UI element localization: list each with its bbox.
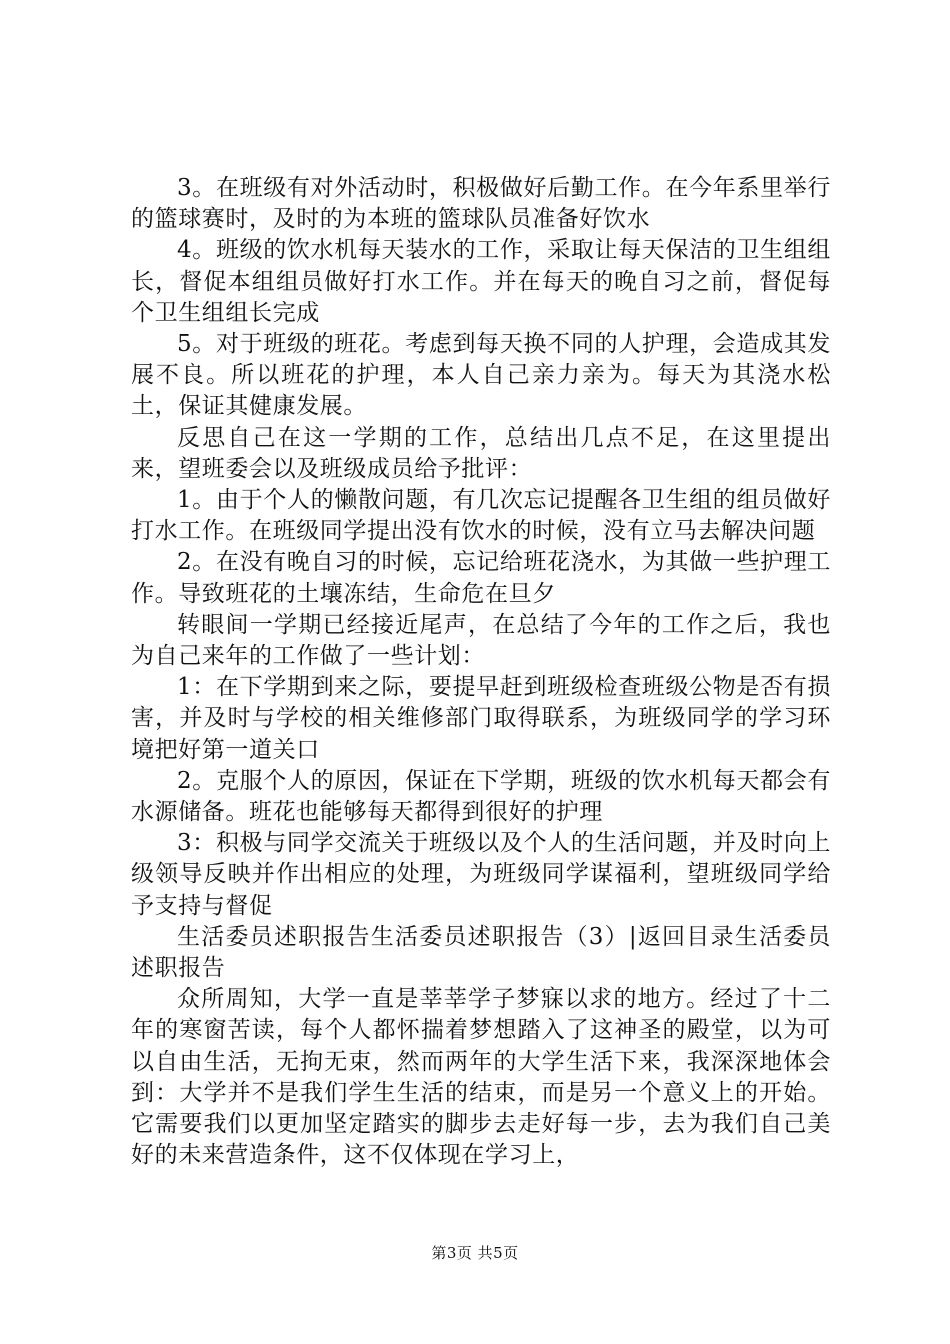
paragraph-duty-3: 3。在班级有对外活动时，积极做好后勤工作。在今年系里举行的篮球赛时，及时的为本班的篮球队员准备好饮水: [131, 175, 831, 233]
paragraph-duty-4: 4。班级的饮水机每天装水的工作，采取让每天保洁的卫生组组长，督促本组组员做好打水工作。并在每天的晚自习之前，督促每个卫生组组长完成: [131, 237, 831, 326]
paragraph-report-3-opening: 众所周知，大学一直是莘莘学子梦寐以求的地方。经过了十二年的寒窗苦读，每个人都怀揣着梦想踏入了这神圣的殿堂，以为可以自由生活，无拘无束，然而两年的大学生活下来，我深深地体会到：大学并不是我们学生生活的结束，而是另一个意义上的开始。它需要我们以更加坚定踏实的脚步去走好每一步，去为我们自己美好的未来营造条件，这不仅体现在学习上，: [131, 986, 831, 1169]
paragraph-plan-intro: 转眼间一学期已经接近尾声，在总结了今年的工作之后，我也为自己来年的工作做了一些计划：: [131, 611, 831, 670]
section-heading-link: 生活委员述职报告生活委员述职报告（3）|返回目录生活委员述职报告: [131, 923, 831, 982]
paragraph-reflection-intro: 反思自己在这一学期的工作，总结出几点不足，在这里提出来，望班委会以及班级成员给予批评：: [131, 424, 831, 482]
page-number-footer: 第3页 共5页: [431, 1244, 519, 1262]
paragraph-plan-3: 3：积极与同学交流关于班级以及个人的生活问题，并及时向上级领导反映并作出相应的处理，为班级同学谋福利，望班级同学给予支持与督促: [131, 830, 831, 919]
paragraph-duty-5: 5。对于班级的班花。考虑到每天换不同的人护理，会造成其发展不良。所以班花的护理，本人自己亲力亲为。每天为其浇水松土，保证其健康发展。: [131, 331, 831, 420]
paragraph-shortcoming-2: 2。在没有晚自习的时候，忘记给班花浇水，为其做一些护理工作。导致班花的土壤冻结，生命危在旦夕: [131, 549, 831, 607]
paragraph-plan-1: 1：在下学期到来之际，要提早赶到班级检查班级公物是否有损害，并及时与学校的相关维修部门取得联系，为班级同学的学习环境把好第一道关口: [131, 674, 831, 763]
paragraph-plan-2: 2。克服个人的原因，保证在下学期，班级的饮水机每天都会有水源储备。班花也能够每天都得到很好的护理: [131, 767, 831, 826]
paragraph-shortcoming-1: 1。由于个人的懒散问题，有几次忘记提醒各卫生组的组员做好打水工作。在班级同学提出没有饮水的时候，没有立马去解决问题: [131, 487, 831, 545]
document-body: [131, 173, 831, 1172]
